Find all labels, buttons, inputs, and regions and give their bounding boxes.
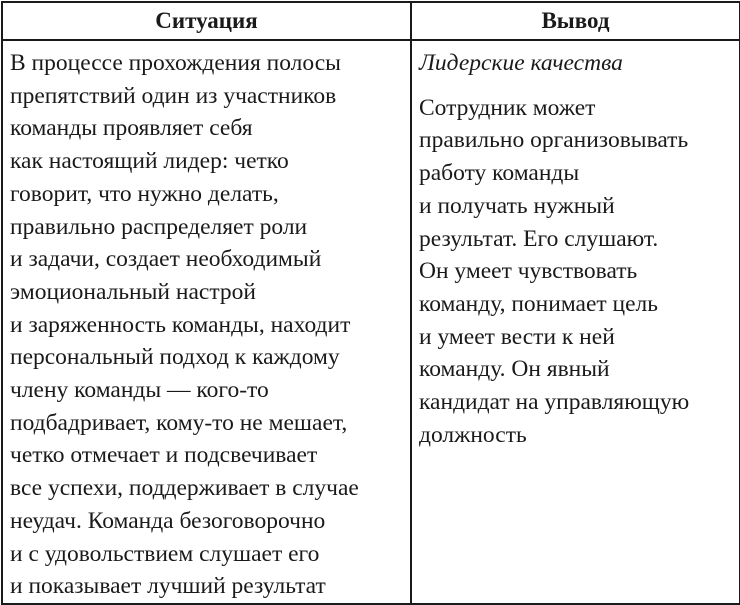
conclusion-title: Лидерские качества: [419, 50, 623, 76]
conclusion-line: кандидат на управляющую: [419, 389, 690, 416]
conclusion-line: Сотрудник может: [419, 94, 596, 121]
situation-line: препятствий один из участников: [10, 82, 337, 109]
conclusion-line: и умеет вести к ней: [419, 323, 615, 350]
situation-line: эмоциональный настрой: [10, 278, 256, 305]
situation-conclusion-table: [1, 1, 740, 605]
situation-line: все успехи, поддерживает в случае: [10, 475, 359, 502]
situation-line: и задачи, создает необходимый: [10, 246, 322, 273]
conclusion-line: и получать нужный: [419, 192, 615, 219]
conclusion-line: команду. Он явный: [419, 356, 610, 383]
header-situation: Ситуация: [2, 2, 411, 40]
header-conclusion: Вывод: [411, 2, 740, 40]
situation-line: и заряженность команды, находит: [10, 311, 351, 338]
situation-line: персональный подход к каждому: [10, 344, 340, 371]
situation-line: В процессе прохождения полосы: [10, 50, 341, 76]
situation-line: четко отмечает и подсвечивает: [10, 442, 318, 469]
situation-line: говорит, что нужно делать,: [10, 180, 279, 207]
conclusion-line: Он умеет чувствовать: [419, 258, 638, 285]
situation-line: подбадривает, кому-то не мешает,: [10, 409, 348, 436]
situation-cell: [2, 40, 411, 604]
conclusion-line: должность: [419, 421, 527, 448]
situation-line: как настоящий лидер: четко: [10, 148, 289, 175]
situation-line: и с удовольствием слушает его: [10, 540, 320, 567]
conclusion-line: работу команды: [419, 160, 580, 187]
situation-line: члену команды — кого-то: [10, 377, 269, 404]
situation-line: и показывает лучший результат: [10, 573, 326, 600]
situation-line: команды проявляет себя: [10, 115, 253, 142]
conclusion-cell: [411, 40, 740, 604]
situation-line: неудач. Команда безоговорочно: [10, 507, 326, 534]
table-row: [2, 40, 740, 604]
conclusion-line: команду, понимает цель: [419, 290, 658, 317]
conclusion-line: правильно организовывать: [419, 127, 689, 154]
table-header-row: [2, 2, 740, 40]
situation-line: правильно распределяет роли: [10, 213, 308, 240]
conclusion-line: результат. Его слушают.: [419, 225, 659, 252]
